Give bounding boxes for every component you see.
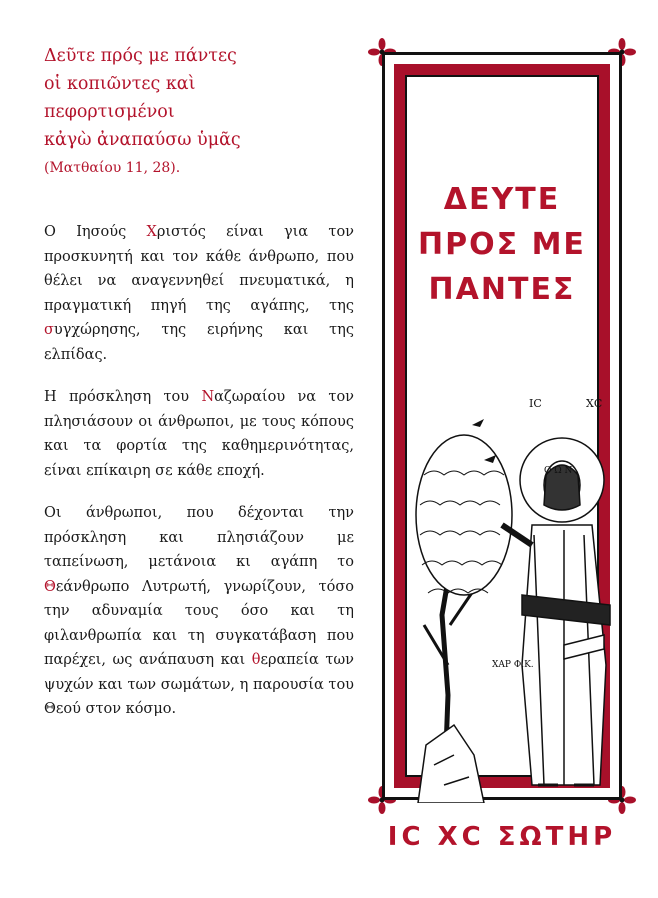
verse-line: κἀγὼ ἀναπαύσω ὑμᾶς bbox=[44, 130, 241, 150]
christ-figure-icon bbox=[502, 461, 610, 785]
red-initial: σ bbox=[44, 322, 54, 338]
paragraph-text: εραπεία των ψυχών και των σωμάτων, η παρουσία του Θεού στον κόσμο. bbox=[44, 652, 354, 717]
red-initial: Θ bbox=[44, 578, 56, 595]
inner-frame bbox=[405, 75, 603, 777]
icon-label-left: ΙC bbox=[529, 397, 542, 410]
verse-line: οἱ κοπιῶντες καὶ bbox=[44, 74, 196, 94]
icon-label-right: ΧC bbox=[586, 397, 603, 410]
outer-frame bbox=[382, 52, 622, 800]
christ-icon-illustration bbox=[414, 365, 620, 803]
paragraph-text: Οι άνθρωποι, που δέχονται την πρόσκληση και πλησιάζουν με ταπείνωση, μετάνοια κι αγάπη το bbox=[44, 505, 354, 570]
rocks-icon bbox=[418, 725, 484, 803]
halo-letters: Ο Ω Ν bbox=[544, 466, 573, 476]
artist-signature: ΧΑΡ Φ.Κ. bbox=[492, 660, 534, 670]
verse-line: πεφορτισμένοι bbox=[44, 102, 175, 122]
text-column bbox=[44, 42, 354, 740]
red-frame bbox=[394, 64, 610, 788]
title-line: ΠΑΝΤΕΣ bbox=[428, 272, 576, 307]
body-text bbox=[44, 220, 354, 722]
paragraph-text: υγχώρησης, της ειρήνης και της ελπίδας. bbox=[44, 322, 354, 363]
paragraph-text: αζωραίου να τον πλησιάσουν οι άνθρωποι, με τους κόπους και τα φορτία της καθημερινότητας, είναι επίκαιρη σε κάθε εποχή. bbox=[44, 389, 354, 479]
icon-panel bbox=[368, 38, 636, 814]
title-line: ΠΡΟΣ ΜΕ bbox=[418, 227, 586, 262]
footer-title: ΙC ΧC ΣΩΤΗΡ bbox=[387, 822, 617, 852]
paragraph-text: Ο Ιησούς bbox=[44, 224, 147, 240]
panel-title bbox=[407, 177, 597, 312]
verse-line: Δεῦτε πρός με πάντες bbox=[44, 46, 237, 66]
title-line: ΔΕΥΤΕ bbox=[443, 182, 561, 217]
paragraph-3 bbox=[44, 501, 354, 722]
verse-reference: (Ματθαίου 11, 28). bbox=[44, 160, 181, 176]
scripture-verse bbox=[44, 42, 354, 182]
red-initial: θ bbox=[251, 652, 261, 668]
paragraph-text: Η πρόσκληση του bbox=[44, 389, 202, 405]
paragraph-text: εάνθρωπο Λυτρωτή, γνωρίζουν, τόσο την αδυναμία τους όσο και τη φιλανθρωπία και τη συγκατάβαση που παρέχει, ως ανάπαυση και bbox=[44, 578, 354, 668]
paragraph-2 bbox=[44, 385, 354, 483]
paragraph-text: ριστός είναι για τον προσκυνητή και τον κάθε άνθρωπο, που θέλει να αναγεννηθεί πνευματικά, η πραγματική πηγή της αγάπης, της bbox=[44, 224, 354, 314]
red-initial: Ν bbox=[201, 389, 215, 405]
paragraph-1 bbox=[44, 220, 354, 367]
red-initial: Χ bbox=[146, 224, 157, 240]
